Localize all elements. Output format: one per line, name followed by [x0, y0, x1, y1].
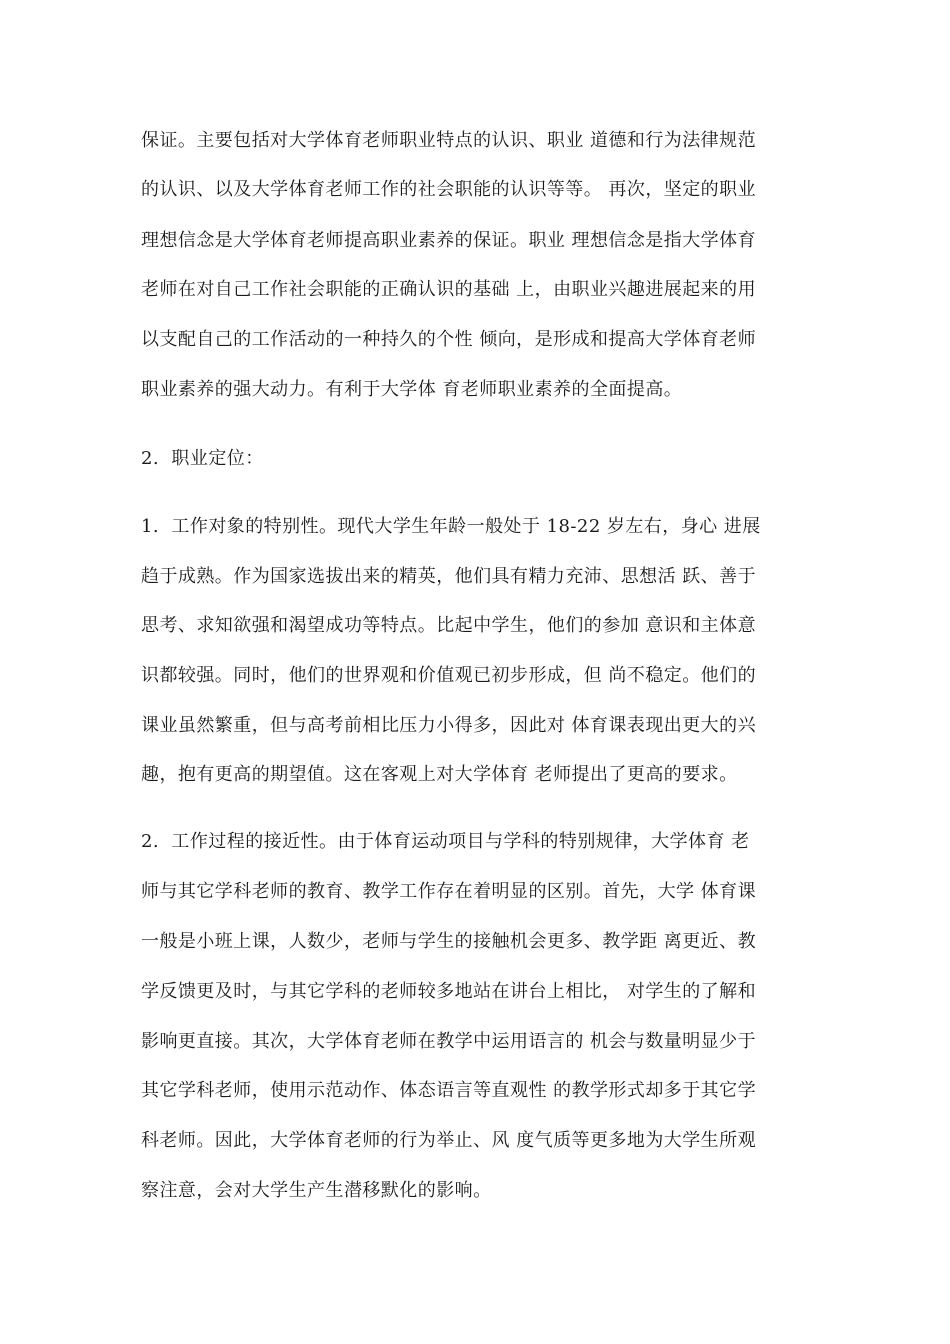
paragraph-1-line-2: 的认识、以及大学体育老师工作的社会职能的认识等等。 再次，坚定的职业 [141, 179, 757, 200]
paragraph-4-line-8: 察注意，会对大学生产生潜移默化的影响。 [141, 1180, 492, 1201]
paragraph-1-line-6: 职业素养的强大动力。有利于大学体 育老师职业素养的全面提高。 [141, 379, 683, 400]
paragraph-3-line-6: 趣，抱有更高的期望值。这在客观上对大学体育 老师提出了更高的要求。 [141, 764, 738, 785]
paragraph-4-line-5: 影响更直接。其次，大学体育老师在教学中运用语言的 机会与数量明显少于 [141, 1031, 757, 1052]
paragraph-3-line-1: 1. 工作对象的特别性。现代大学生年龄一般处于 18-22 岁左右，身心 进展 [141, 516, 761, 537]
paragraph-4-line-7: 科老师。因此，大学体育老师的行为举止、风 度气质等更多地为大学生所观 [141, 1130, 757, 1151]
paragraph-1-line-3: 理想信念是大学体育老师提高职业素养的保证。职业 理想信念是指大学体育 [141, 230, 757, 251]
paragraph-1-line-1: 保证。主要包括对大学体育老师职业特点的认识、职业 道德和行为法律规范 [141, 130, 757, 151]
paragraph-3-line-5: 课业虽然繁重，但与高考前相比压力小得多，因此对 体育课表现出更大的兴 [141, 715, 757, 736]
section-heading: 2. 职业定位： [141, 448, 264, 469]
paragraph-4-line-3: 一般是小班上课，人数少，老师与学生的接触机会更多、教学距 离更近、教 [141, 931, 757, 952]
paragraph-4-line-2: 师与其它学科老师的教育、教学工作存在着明显的区别。首先，大学 体育课 [141, 881, 757, 902]
paragraph-4-line-6: 其它学科老师，使用示范动作、体态语言等直观性 的教学形式却多于其它学 [141, 1080, 757, 1101]
paragraph-3-line-2: 趋于成熟。作为国家选拔出来的精英，他们具有精力充沛、思想活 跃、善于 [141, 566, 757, 587]
paragraph-1-line-4: 老师在对自己工作社会职能的正确认识的基础 上，由职业兴趣进展起来的用 [141, 279, 757, 300]
paragraph-4-line-4: 学反馈更及时，与其它学科的老师较多地站在讲台上相比， 对学生的了解和 [141, 981, 757, 1002]
paragraph-4-line-1: 2. 工作过程的接近性。由于体育运动项目与学科的特别规律，大学体育 老 [141, 831, 750, 852]
paragraph-3-line-4: 识都较强。同时，他们的世界观和价值观已初步形成，但 尚不稳定。他们的 [141, 665, 757, 686]
paragraph-1-line-5: 以支配自己的工作活动的一种持久的个性 倾向，是形成和提高大学体育老师 [141, 329, 757, 350]
paragraph-3-line-3: 思考、求知欲强和渴望成功等特点。比起中学生，他们的参加 意识和主体意 [141, 615, 757, 636]
